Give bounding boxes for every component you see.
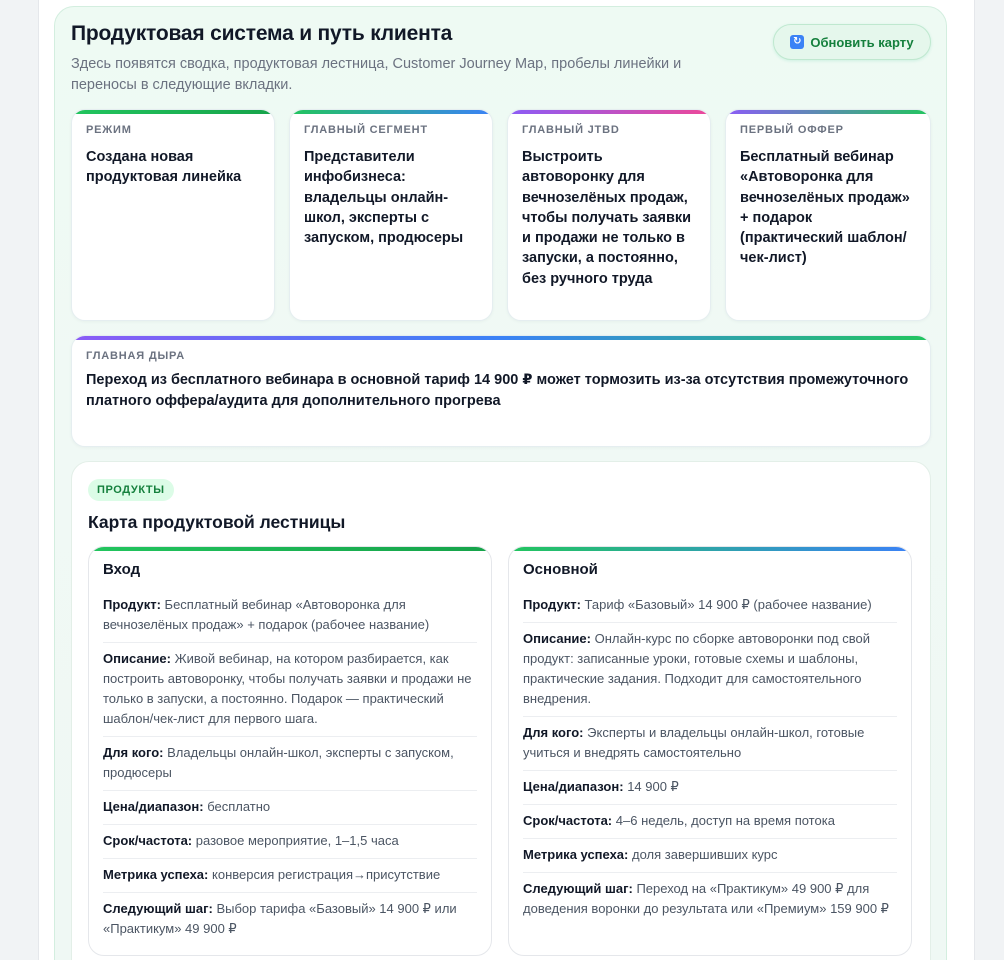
step-row: Следующий шаг: Выбор тарифа «Базовый» 14 900 ₽ или «Практикум» 49 900 ₽ <box>103 901 457 936</box>
card-accent <box>726 110 930 114</box>
product-ladder-section <box>71 461 931 960</box>
step-row: Для кого: Эксперты и владельцы онлайн-школ, готовые учиться и внедрять самостоятельно <box>523 717 897 771</box>
product-system-panel <box>54 6 947 960</box>
card-accent <box>508 110 710 114</box>
summary-card-mode <box>71 109 275 321</box>
summary-card-segment <box>289 109 493 321</box>
page-title: Продуктовая система и путь клиента <box>71 22 453 45</box>
card-accent <box>89 547 491 551</box>
step-row: Цена/диапазон: 14 900 ₽ <box>523 771 897 805</box>
ladder-step-entry <box>88 546 492 956</box>
card-label: ГЛАВНЫЙ JTBD <box>522 124 620 136</box>
step-rows <box>523 589 897 926</box>
card-value: Выстроить автоворонку для вечнозелёных продаж, чтобы получать заявки и продажи не только в запуски, а постоянно, без ручного труда <box>522 149 692 287</box>
section-title: Карта продуктовой лестницы <box>88 512 346 532</box>
card-value: Представители инфобизнеса: владельцы онлайн-школ, эксперты с запуском, продюсеры <box>304 149 464 247</box>
card-label: РЕЖИМ <box>86 124 132 136</box>
summary-card-first-offer <box>725 109 931 321</box>
refresh-map-button[interactable] <box>773 24 931 60</box>
step-row: Срок/частота: разовое мероприятие, 1–1,5 часа <box>103 825 477 859</box>
step-row: Описание: Онлайн-курс по сборке автоворонки под свой продукт: записанные уроки, готовые схемы и шаблоны, практические задания. Подходит для самостоятельного внедрения. <box>523 623 897 717</box>
card-label: ПЕРВЫЙ ОФФЕР <box>740 124 844 136</box>
step-row: Для кого: Владельцы онлайн-школ, эксперты с запуском, продюсеры <box>103 737 477 791</box>
card-accent <box>72 336 930 340</box>
step-row: Продукт: Тариф «Базовый» 14 900 ₽ (рабочее название) <box>523 589 897 623</box>
card-accent <box>509 547 911 551</box>
step-row: Срок/частота: 4–6 недель, доступ на время потока <box>523 805 897 839</box>
refresh-map-label: Обновить карту <box>810 34 914 50</box>
step-row: Продукт: Бесплатный вебинар «Автоворонка для вечнозелёных продаж» + подарок (рабочее название) <box>103 589 477 643</box>
card-accent <box>72 110 274 114</box>
page-subtitle: Здесь появятся сводка, продуктовая лестница, Customer Journey Map, пробелы линейки и переносы в следующие вкладки. <box>71 56 682 93</box>
ladder-step-main <box>508 546 912 956</box>
step-name: Основной <box>523 561 598 578</box>
step-name: Вход <box>103 561 141 578</box>
refresh-icon: ↻ <box>790 35 804 49</box>
card-label: ГЛАВНАЯ ДЫРА <box>86 350 185 362</box>
step-row: Метрика успеха: доля завершивших курс <box>523 839 897 873</box>
card-value: Бесплатный вебинар «Автоворонка для вечнозелёных продаж» + подарок (практический шаблон/чек-лист) <box>740 149 910 267</box>
section-pill: ПРОДУКТЫ <box>88 479 174 501</box>
step-row: Следующий шаг: Переход на «Практикум» 49 900 ₽ для доведения воронки до результата или «Премиум» 159 900 ₽ <box>523 881 889 916</box>
step-row: Описание: Живой вебинар, на котором разбирается, как построить автоворонку, чтобы получать заявки и продажи не только в запуски, а постоянно. Подарок — практический шаблон/чек-лист для первого шага. <box>103 643 477 737</box>
step-row: Цена/диапазон: бесплатно <box>103 791 477 825</box>
card-label: ГЛАВНЫЙ СЕГМЕНТ <box>304 124 428 136</box>
summary-card-jtbd <box>507 109 711 321</box>
main-gap-card <box>71 335 931 447</box>
card-value: Создана новая продуктовая линейка <box>86 149 242 186</box>
card-value: Переход из бесплатного вебинара в основной тариф 14 900 ₽ может тормозить из-за отсутствия промежуточного платного оффера/аудита для дополнительного прогрева <box>86 372 909 409</box>
card-accent <box>290 110 492 114</box>
step-rows <box>103 589 477 946</box>
step-row: Метрика успеха: конверсия регистрация→присутствие <box>103 859 477 893</box>
